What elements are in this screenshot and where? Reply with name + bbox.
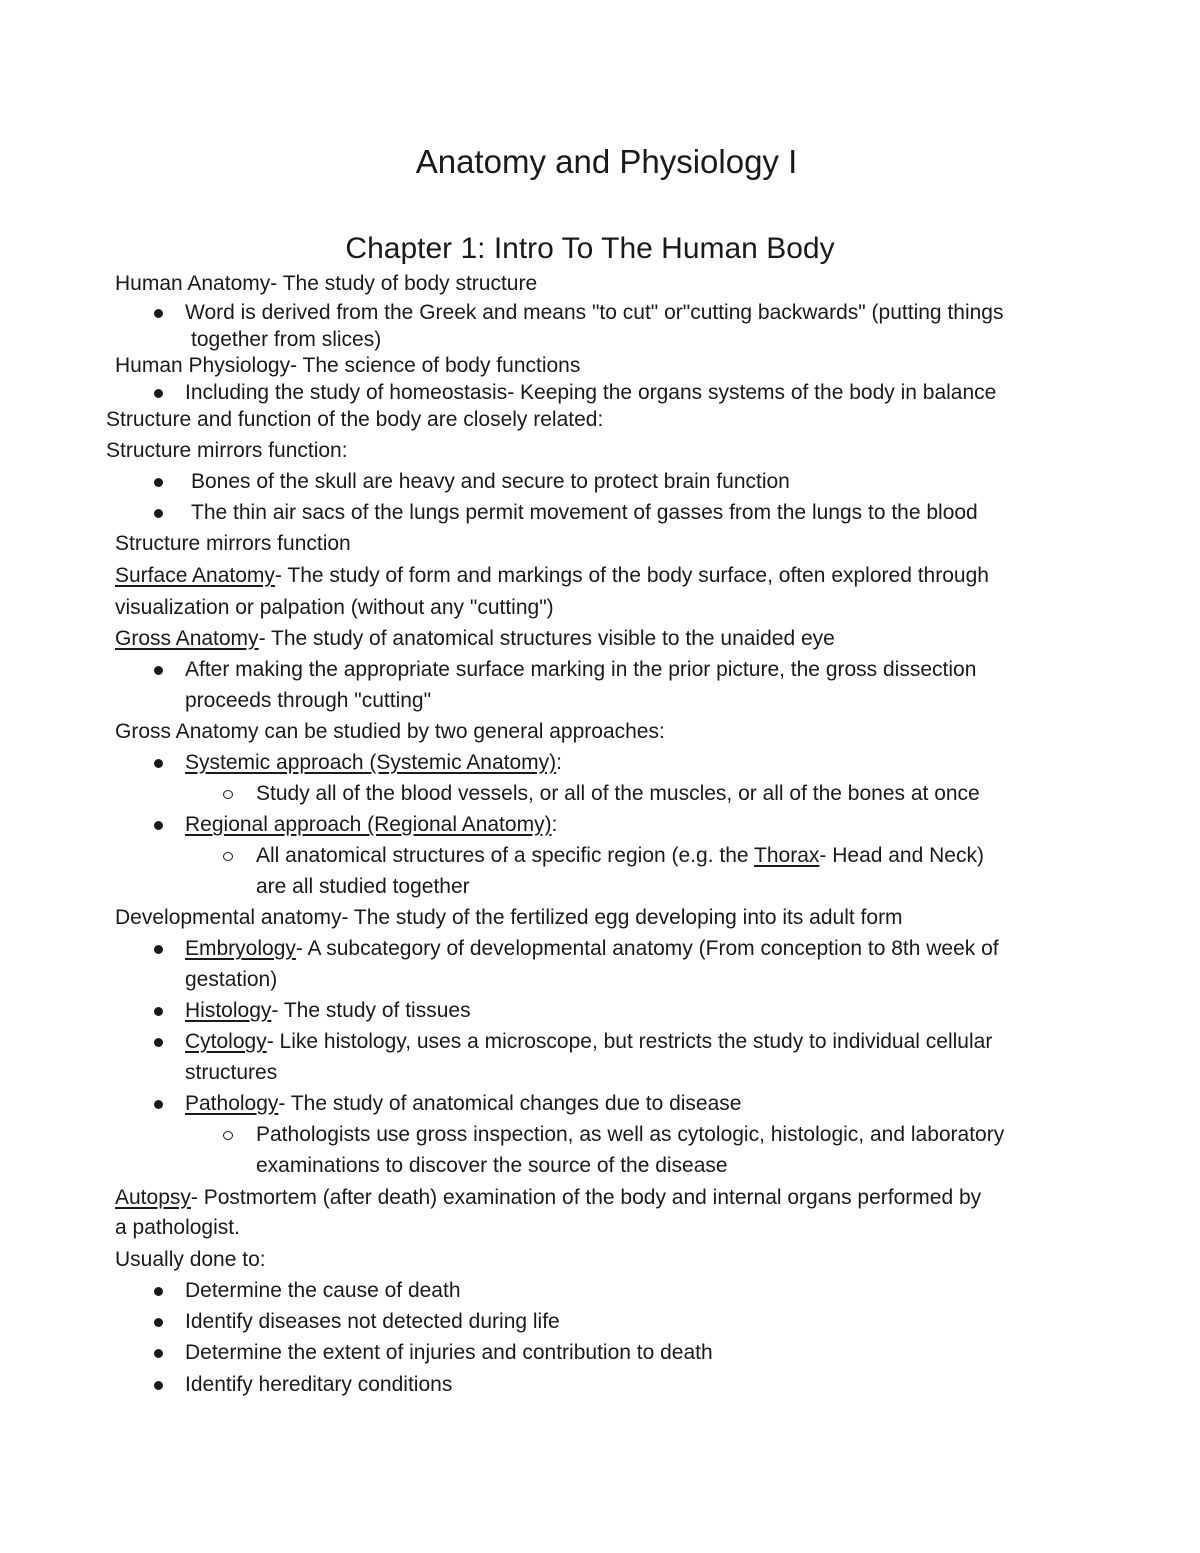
- bullet-icon: [154, 821, 163, 830]
- list-item-continuation: together from slices): [191, 328, 382, 351]
- list-item: The thin air sacs of the lungs permit movement of gasses from the lungs to the blood: [191, 501, 978, 524]
- definition-text: :: [556, 751, 562, 774]
- definition-line: [115, 625, 835, 653]
- definition-text: - The study of tissues: [271, 999, 471, 1022]
- list-item: Determine the extent of injuries and contribution to death: [185, 1341, 713, 1364]
- term-autopsy: Autopsy: [115, 1186, 191, 1209]
- list-item: Determine the cause of death: [185, 1279, 461, 1302]
- paragraph-line: Structure mirrors function: [115, 532, 351, 555]
- definition-text: - The study of form and markings of the body surface, often explored through: [274, 564, 989, 587]
- definition-text: :: [551, 813, 558, 836]
- definition-text: - The study of anatomical structures visible to the unaided eye: [258, 627, 835, 650]
- chapter-heading: Chapter 1: Intro To The Human Body: [345, 232, 835, 265]
- list-item: [185, 749, 562, 777]
- list-item: After making the appropriate surface marking in the prior picture, the gross dissection: [185, 658, 977, 681]
- bullet-icon: [154, 1349, 163, 1358]
- bullet-icon: [154, 1318, 163, 1327]
- list-item-continuation: structures: [185, 1061, 278, 1084]
- list-item: Bones of the skull are heavy and secure to protect brain function: [191, 470, 790, 493]
- bullet-icon: [154, 1287, 163, 1296]
- paragraph-line: Human Physiology- The science of body functions: [115, 354, 581, 377]
- list-item: [185, 1028, 992, 1056]
- definition-text: - The study of anatomical changes due to disease: [278, 1092, 742, 1115]
- list-item: Word is derived from the Greek and means "to cut" or"cutting backwards" (putting things: [185, 301, 1004, 324]
- term-cytology: Cytology: [185, 1030, 267, 1053]
- bullet-icon: [154, 1381, 163, 1390]
- paragraph-line: visualization or palpation (without any "cutting"): [115, 596, 554, 619]
- sub-list-item-continuation: are all studied together: [256, 875, 470, 898]
- paragraph-line: Structure mirrors function:: [106, 439, 348, 462]
- paragraph-line: Human Anatomy- The study of body structure: [115, 272, 538, 295]
- definition-line: [115, 562, 989, 590]
- sub-list-text: - Head and Neck): [819, 844, 984, 867]
- list-item: Identify diseases not detected during life: [185, 1310, 560, 1333]
- bullet-icon: [154, 1038, 163, 1047]
- bullet-icon: [154, 1007, 163, 1016]
- paragraph-line: Structure and function of the body are closely related:: [106, 408, 604, 431]
- paragraph-line: Developmental anatomy- The study of the fertilized egg developing into its adult form: [115, 906, 903, 929]
- bullet-icon: [154, 1100, 163, 1109]
- definition-text: - Postmortem (after death) examination of the body and internal organs performed by: [190, 1186, 982, 1209]
- bullet-icon: [154, 478, 163, 487]
- sub-list-item: Pathologists use gross inspection, as well as cytologic, histologic, and laboratory: [256, 1123, 1005, 1146]
- bullet-icon: [154, 509, 163, 518]
- bullet-icon: [154, 759, 163, 768]
- term-surface-anatomy: Surface Anatomy: [115, 564, 275, 587]
- list-item-continuation: gestation): [185, 968, 278, 991]
- term-regional-approach: Regional approach (Regional Anatomy): [185, 813, 552, 836]
- sub-list-item: Study all of the blood vessels, or all of the muscles, or all of the bones at once: [256, 782, 980, 805]
- list-item: [185, 1090, 741, 1118]
- paragraph-line: a pathologist.: [115, 1216, 240, 1239]
- term-systemic-approach: Systemic approach (Systemic Anatomy): [185, 751, 557, 774]
- definition-text: - Like histology, uses a microscope, but restricts the study to individual cellular: [266, 1030, 993, 1053]
- list-item: [185, 811, 557, 839]
- sub-list-item-continuation: examinations to discover the source of the disease: [256, 1154, 728, 1177]
- document-title: Anatomy and Physiology I: [415, 143, 798, 180]
- term-gross-anatomy: Gross Anatomy: [115, 627, 259, 650]
- paragraph-line: Usually done to:: [115, 1248, 266, 1271]
- list-item: [185, 935, 999, 963]
- sub-bullet-icon: [223, 1131, 233, 1140]
- term-embryology: Embryology: [185, 937, 296, 960]
- list-item: [185, 997, 471, 1025]
- bullet-icon: [154, 666, 163, 675]
- sub-list-item: [256, 842, 984, 870]
- definition-line: [115, 1184, 981, 1212]
- sub-bullet-icon: [223, 852, 233, 861]
- term-histology: Histology: [185, 999, 272, 1022]
- list-item: Including the study of homeostasis- Keeping the organs systems of the body in balance: [185, 381, 997, 404]
- definition-text: - A subcategory of developmental anatomy (From conception to 8th week of: [295, 937, 999, 960]
- paragraph-line: Gross Anatomy can be studied by two general approaches:: [115, 720, 665, 743]
- sub-list-text: All anatomical structures of a specific region (e.g. the: [256, 844, 755, 867]
- bullet-icon: [154, 389, 163, 398]
- list-item: Identify hereditary conditions: [185, 1373, 453, 1396]
- term-pathology: Pathology: [185, 1092, 279, 1115]
- term-thorax: Thorax: [754, 844, 820, 867]
- sub-bullet-icon: [223, 790, 233, 799]
- bullet-icon: [154, 945, 163, 954]
- bullet-icon: [154, 309, 163, 318]
- list-item-continuation: proceeds through "cutting": [185, 689, 432, 712]
